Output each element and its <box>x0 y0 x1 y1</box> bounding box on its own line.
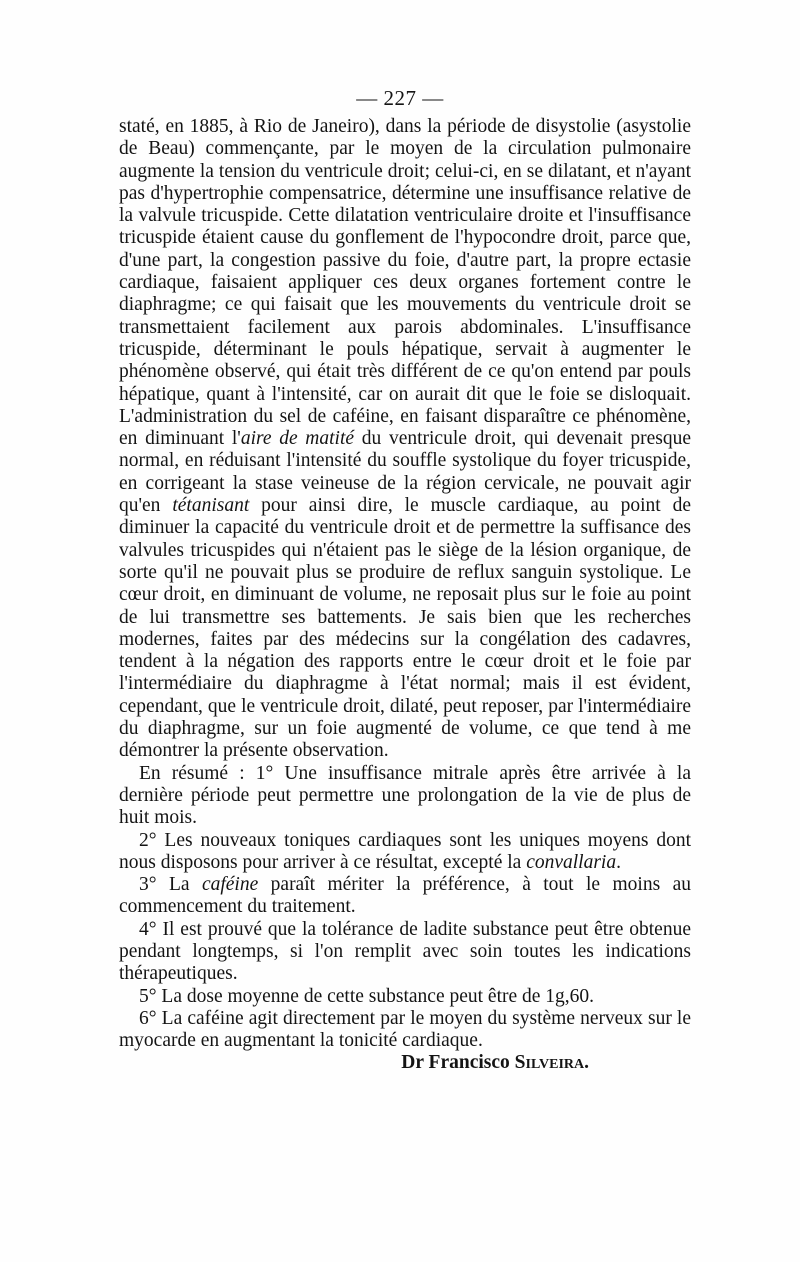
paragraph-text-1: staté, en 1885, à Rio de Janeiro), dans la période de disystolie (asystolie de Beau) commençante, par le moyen de la circulation pulmonaire augmente la tension du ventricule droit; celui-ci, en se dilatant, et n'ayant pas d'hypertrophie compensatrice, détermine une insuffisance relative de la valvule tricuspide. Cette dilatation ventriculaire droite et l'insuffisance tricuspide étaient cause du gonflement de l'hypocondre droit, parce que, d'une part, la congestion passive du foie, d'autre part, la propre ectasie cardiaque, faisaient appliquer ces deux organes fortement contre le diaphragme; ce qui faisait que les mouvements du ventricule droit se transmettaient facilement aux parois abdominales. L'insuffisance tricuspide, déterminant le pouls hépatique, servait à augmenter le phénomène observé, qui était très différent de ce qu'on entend par pouls hépatique, quant à l'intensité, car on aurait dit que le foie se disloquait. L'administration du sel de caféine, en faisant disparaître ce phénomène, en diminuant l' <box>119 116 691 450</box>
summary-item-4: 4° Il est prouvé que la tolérance de ladite substance peut être obtenue pendant longtemps, si l'on remplit avec soin toutes les indications thérapeutiques. <box>119 918 691 985</box>
summary-item-3-end: paraît mériter la préférence, à tout le moins au commencement du traitement. <box>119 874 691 918</box>
summary-item-3 <box>119 874 691 919</box>
signature-first-name: Francisco <box>428 1052 510 1074</box>
summary-item-5: 5° La dose moyenne de cette substance peut être de 1g,60. <box>139 985 595 1007</box>
page-number: — 227 — <box>356 86 444 110</box>
emphasis-convallaria: convallaria <box>526 851 617 873</box>
signature-last-name: Silveira. <box>514 1052 589 1074</box>
emphasis-tetanisant: tétanisant <box>172 495 250 517</box>
summary-item-2-end: . <box>616 851 621 873</box>
signature-title: Dr <box>401 1052 424 1074</box>
summary-item-2 <box>119 830 691 875</box>
emphasis-aire-de-matite: aire de matité <box>240 428 355 450</box>
author-signature <box>119 1052 691 1074</box>
summary-item-6: 6° La caféine agit directement par le moyen du système nerveux sur le myocarde en augmentant la tonicité cardiaque. <box>119 1007 691 1052</box>
summary-item-2-text: 2° Les nouveaux toniques cardiaques sont les uniques moyens dont nous disposons pour arriver à ce résultat, excepté la <box>119 829 691 873</box>
paragraph-text-3: pour ainsi dire, le muscle cardiaque, au point de diminuer la capacité du ventricule droit et de permettre la suffisance des valvules tricuspides qui n'étaient pas le siège de la lésion organique, de sorte qu'il ne pouvait plus se produire de reflux sanguin systolique. Le cœur droit, en diminuant de volume, ne reposait plus sur le foie au point de lui transmettre ses battements. Je sais bien que les recherches modernes, faites par des médecins sur la congélation des cadavres, tendent à la négation des rapports entre le cœur droit et le foie par l'intermédiaire du diaphragme à l'état normal; mais il est évident, cependant, que le ventricule droit, dilaté, peut reposer, par l'intermédiaire du diaphragme, sur un foie augmenté de volume, ce que tend à me démontrer la présente observation. <box>119 495 692 762</box>
body-text <box>119 84 691 1075</box>
summary-item-1: En résumé : 1° Une insuffisance mitrale après être arrivée à la dernière période peut permettre une prolongation de la vie de plus de huit mois. <box>119 762 691 829</box>
main-paragraph <box>119 116 691 763</box>
paragraph-text-2: du ventricule droit, qui devenait presque normal, en réduisant l'intensité du souffle systolique du foyer tricuspide, en corrigeant la stase veineuse de la région cervicale, ne pouvait agir qu'en <box>119 428 691 517</box>
emphasis-cafeine: caféine <box>201 874 259 896</box>
summary-item-3-text: 3° La <box>139 874 202 896</box>
